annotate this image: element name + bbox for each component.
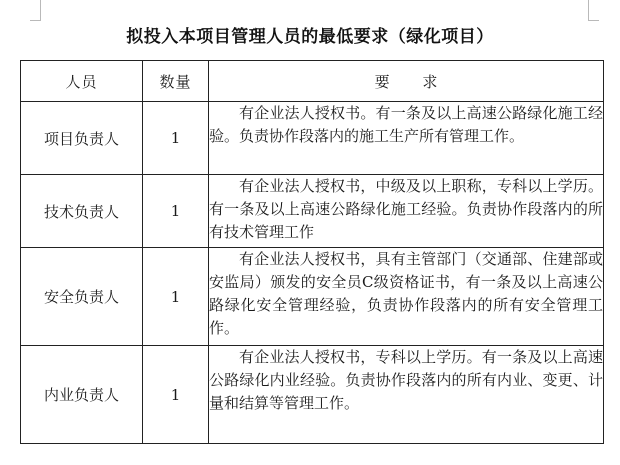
page-corner-mark-left bbox=[30, 0, 41, 21]
role-cell: 安全负责人 bbox=[21, 248, 143, 346]
header-personnel: 人员 bbox=[21, 61, 143, 102]
requirement-cell bbox=[209, 248, 604, 346]
requirement-text: 有企业法人授权书，专科以上学历。有一条及以上高速公路绿化内业经验。负责协作段落内的所有内业、变更、计量和结算等管理工作。 bbox=[209, 348, 603, 412]
count-cell: 1 bbox=[143, 102, 209, 175]
requirement-cell bbox=[209, 102, 604, 175]
table-row bbox=[21, 175, 604, 248]
table-row bbox=[21, 102, 604, 175]
requirement-cell bbox=[209, 175, 604, 248]
count-cell: 1 bbox=[143, 346, 209, 444]
count-cell: 1 bbox=[143, 175, 209, 248]
requirement-cell bbox=[209, 346, 604, 444]
role-cell: 项目负责人 bbox=[21, 102, 143, 175]
role-cell: 技术负责人 bbox=[21, 175, 143, 248]
personnel-requirements-table bbox=[20, 60, 604, 444]
requirement-text: 有企业法人授权书，具有主管部门（交通部、住建部或安监局）颁发的安全员C级资格证书，有一条及以上高速公路绿化安全管理经验，负责协作段落内的所有安全管理工作。 bbox=[209, 250, 603, 337]
page-corner-mark-right bbox=[588, 0, 599, 21]
table-row bbox=[21, 248, 604, 346]
count-cell: 1 bbox=[143, 248, 209, 346]
header-quantity: 数量 bbox=[143, 61, 209, 102]
requirement-text: 有企业法人授权书。有一条及以上高速公路绿化施工经验。负责协作段落内的施工生产所有管理工作。 bbox=[209, 104, 603, 145]
document-title: 拟投入本项目管理人员的最低要求（绿化项目） bbox=[126, 27, 494, 47]
table-row bbox=[21, 346, 604, 444]
role-cell: 内业负责人 bbox=[21, 346, 143, 444]
table-header-row bbox=[21, 61, 604, 102]
header-requirements: 要 求 bbox=[209, 61, 604, 102]
requirement-text: 有企业法人授权书，中级及以上职称，专科以上学历。有一条及以上高速公路绿化施工经验。负责协作段落内的所有技术管理工作 bbox=[209, 177, 603, 241]
